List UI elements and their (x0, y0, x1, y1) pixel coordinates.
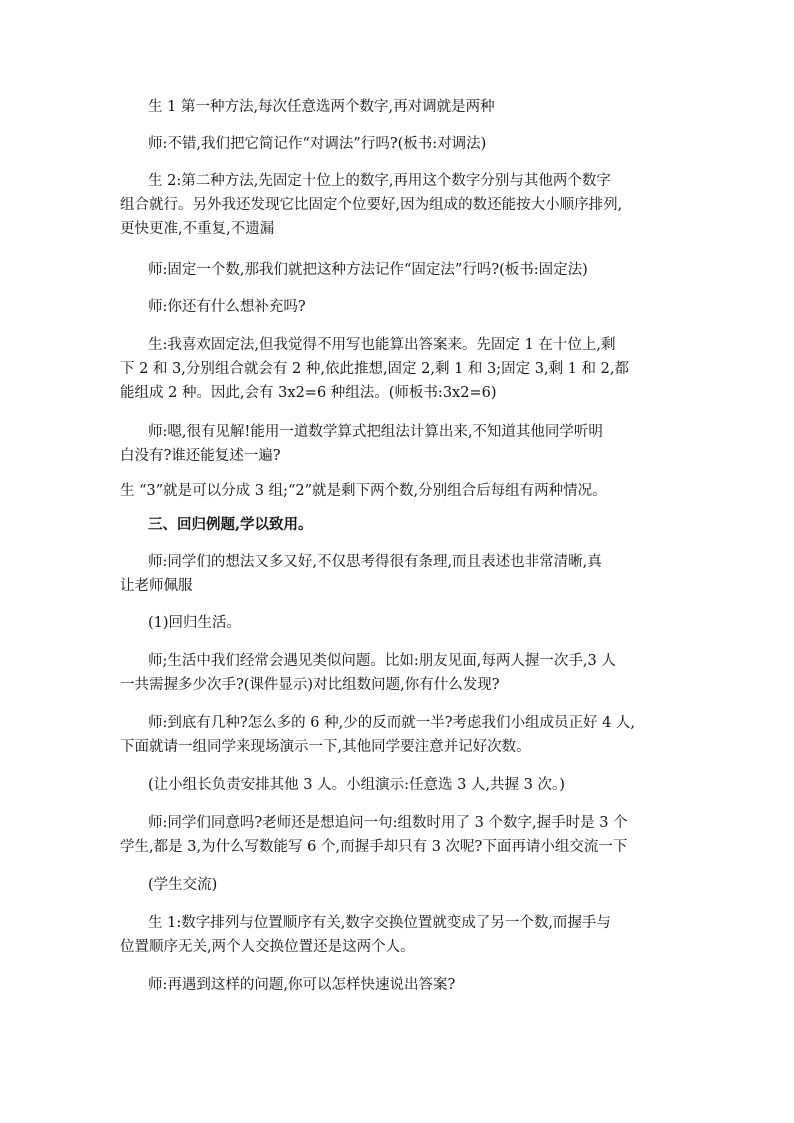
text-line-25: (学生交流) (148, 877, 218, 893)
text-line-24: 学生,都是 3,为什么写数能写 6 个,而握手却只有 3 次呢?下面再请小组交流一下 (120, 839, 628, 855)
text-line-3: 生 2:第二种方法,先固定十位上的数字,再用这个数字分别与其他两个数字 (148, 173, 611, 189)
text-line-1: 生 1 第一种方法,每次任意选两个数字,再对调就是两种 (148, 99, 495, 115)
text-line-10: 能组成 2 种。因此,会有 3x2=6 种组法。(师板书:3x2=6) (120, 385, 497, 401)
section-heading: 三、回归例题,学以致用。 (148, 516, 313, 533)
text-line-6: 师:固定一个数,那我们就把这种方法记作“固定法”行吗?(板书:固定法) (148, 262, 588, 278)
text-line-5: 更快更准,不重复,不遗漏 (120, 221, 275, 237)
text-line-16: 让老师佩服 (120, 578, 193, 594)
text-line-18: 师;生活中我们经常会遇见类似问题。比如:朋友见面,每两人握一次手,3 人 (148, 653, 616, 669)
text-line-15: 师:同学们的想法又多又好,不仅思考得很有条理,而且表述也非常清晰,真 (148, 554, 602, 570)
text-line-9: 下 2 和 3,分别组合就会有 2 种,依此推想,固定 2,剩 1 和 3;固定 3,剩 1 和 2,都 (120, 361, 629, 377)
text-line-28: 师:再遇到这样的问题,你可以怎样快速说出答案? (148, 977, 456, 993)
text-line-20: 师:到底有几种?怎么多的 6 种,少的反而就一半?考虑我们小组成员正好 4 人, (148, 715, 636, 731)
text-line-7: 师:你还有什么想补充吗? (148, 299, 306, 315)
text-line-4: 组合就行。另外我还发现它比固定个位要好,因为组成的数还能按大小顺序排列, (120, 197, 623, 213)
text-line-11: 师:嗯,很有见解!能用一道数学算式把组法计算出来,不知道其他同学听明 (148, 424, 603, 440)
text-line-23: 师:同学们同意吗?老师还是想追问一句:组数时用了 3 个数字,握手时是 3 个 (148, 815, 628, 831)
text-line-12: 白没有?谁还能复述一遍? (120, 448, 281, 464)
text-line-21: 下面就请一组同学来现场演示一下,其他同学要注意并记好次数。 (120, 739, 531, 755)
text-line-27: 位置顺序无关,两个人交换位置还是这两个人。 (120, 939, 415, 955)
text-line-13: 生 “3”就是可以分成 3 组;“2”就是剩下两个数,分别组合后每组有两种情况。 (120, 483, 607, 499)
text-line-8: 生:我喜欢固定法,但我觉得不用写也能算出答案来。先固定 1 在十位上,剩 (148, 337, 616, 353)
text-line-26: 生 1:数字排列与位置顺序有关,数字交换位置就变成了另一个数,而握手与 (148, 915, 611, 931)
text-line-19: 一共需握多少次手?(课件显示)对比组数问题,你有什么发现? (120, 677, 500, 693)
text-line-17: (1)回归生活。 (148, 615, 242, 631)
text-line-2: 师:不错,我们把它简记作“对调法”行吗?(板书:对调法) (148, 136, 487, 152)
text-line-22: (让小组长负责安排其他 3 人。小组演示:任意选 3 人,共握 3 次。) (148, 777, 565, 793)
